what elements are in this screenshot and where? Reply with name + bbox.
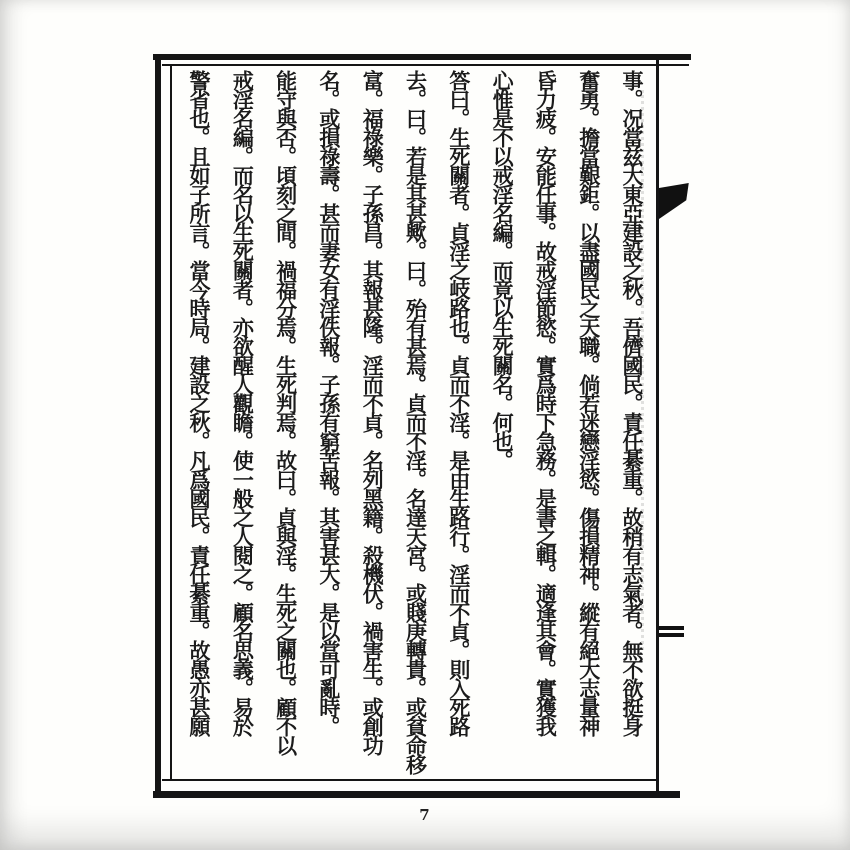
text-column-3: 昏力疲。安能任事。故戒淫節慾。實爲時下急務。是書之輯。適逢其會。實獲我 (533, 70, 559, 735)
page-number: 7 (419, 806, 431, 824)
text-column-11: 警省也。且如子所言。當今時局。建設之秋。凡爲國民。責任綦重。故愚亦甚願 (187, 70, 213, 735)
frame-left-outer-rule (155, 54, 161, 798)
text-column-2: 奮勇。擔當艱鉅。以盡國民之天職。倘若迷戀淫慾。傷損精神。縱有絕大志量神 (576, 70, 602, 735)
frame-top-inner-rule (162, 64, 689, 66)
frame-top-outer-rule (153, 54, 691, 60)
frame-right-rule (656, 54, 659, 798)
text-column-10: 戒淫名編。而名以生死關者。亦欲醒人觀瞻。使一般之人閱之。顧名思義。易於 (230, 70, 256, 735)
double-dash-icon (659, 626, 684, 638)
text-column-4: 心惟是不以戒淫名編。而竟以生死關名。何也。 (490, 70, 516, 469)
dash-bar (659, 626, 684, 630)
fold-triangle-icon (659, 183, 690, 219)
frame-bottom-inner-rule (162, 779, 658, 781)
text-block (177, 70, 654, 777)
text-column-8: 名。或損祿壽。甚而妻女有淫佚報。子孫有窮苦報。其害甚大。是以當可亂時。 (316, 70, 342, 735)
text-column-6: 去。曰。若是其甚歟。曰。殆有甚焉。貞而不淫。名達天宮。或賤庚轉貴。或貧命移 (403, 70, 429, 773)
text-column-1: 事。况當兹大東亞建設之秋。吾儕國民。責任綦重。故稍有志氣者。無不欲挺身 (620, 70, 645, 735)
frame-bottom-outer-rule (153, 791, 680, 798)
text-column-7: 富。福祿樂。子孫昌。其報甚隆。淫而不貞。名列黑籍。殺機伏。禍害生。或創功 (360, 70, 386, 754)
frame-left-inner-rule (170, 64, 172, 781)
dash-bar (659, 633, 684, 637)
text-column-9: 能守與否。頃刻之間。禍福分焉。生死判焉。故曰。貞與淫。生死之關也。顧不以 (273, 70, 299, 754)
text-column-5: 答曰。生死關者。貞淫之岐路也。貞而不淫。是由生路行。淫而不貞。則入死路 (446, 70, 472, 735)
